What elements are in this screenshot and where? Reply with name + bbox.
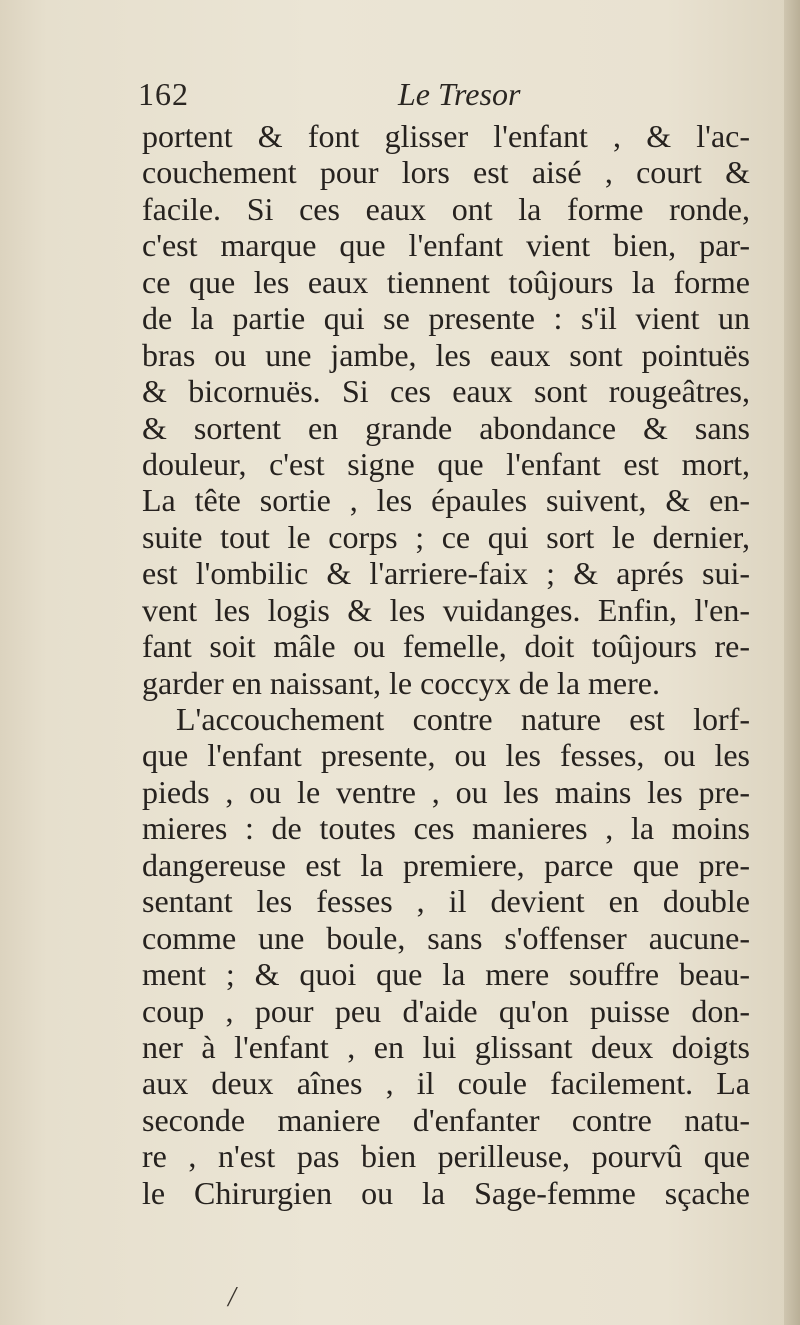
text-line: pieds , ou le ventre , ou les mains les pre- xyxy=(142,773,750,810)
text-line: fant soit mâle ou femelle, doit toûjours re- xyxy=(142,628,750,665)
text-line: dangereuse est la premiere, parce que pre- xyxy=(142,846,750,883)
text-line: re , n'est pas bien perilleuse, pourvû que xyxy=(142,1138,750,1175)
text-line: que l'enfant presente, ou les fesses, ou les xyxy=(142,737,750,774)
text-line: douleur, c'est signe que l'enfant est mort, xyxy=(142,445,750,482)
page-number: 162 xyxy=(138,76,189,112)
running-title: Le Tresor xyxy=(398,76,521,112)
text-line: garder en naissant, le coccyx de la mere. xyxy=(142,664,660,701)
text-line: le Chirurgien ou la Sage-femme sçache xyxy=(142,1174,750,1211)
text-line: coup , pour peu d'aide qu'on puisse don- xyxy=(142,992,750,1029)
text-line: aux deux aînes , il coule facilement. La xyxy=(142,1065,750,1102)
paragraph-first-line: L'accouchement contre nature est lorf- xyxy=(176,701,750,737)
text-line: mieres : de toutes ces manieres , la moins xyxy=(142,810,750,847)
text-line: & bicornuës. Si ces eaux sont rougeâtres, xyxy=(142,373,750,410)
text-line: ce que les eaux tiennent toûjours la forme xyxy=(142,263,750,300)
page-edge-shadow xyxy=(784,0,800,1325)
text-line: vent les logis & les vuidanges. Enfin, l'en- xyxy=(142,591,750,628)
body-text xyxy=(142,118,750,1211)
text-line: de la partie qui se presente : s'il vient un xyxy=(142,300,750,337)
text-line: portent & font glisser l'enfant , & l'ac- xyxy=(142,118,750,154)
text-line: & sortent en grande abondance & sans xyxy=(142,409,750,446)
text-line: ment ; & quoi que la mere souffre beau- xyxy=(142,956,750,993)
text-line: sentant les fesses , il devient en double xyxy=(142,883,750,920)
text-line: couchement pour lors est aisé , court & xyxy=(142,154,750,191)
text-line: comme une boule, sans s'offenser aucune- xyxy=(142,919,750,956)
stray-ink-mark: / xyxy=(228,1282,236,1313)
text-line: bras ou une jambe, les eaux sont pointuës xyxy=(142,336,750,373)
text-line: La tête sortie , les épaules suivent, & en- xyxy=(142,482,750,519)
text-line: seconde maniere d'enfanter contre natu- xyxy=(142,1101,750,1138)
text-line: c'est marque que l'enfant vient bien, par- xyxy=(142,227,750,264)
text-line: est l'ombilic & l'arriere-faix ; & aprés sui- xyxy=(142,555,750,592)
text-line: facile. Si ces eaux ont la forme ronde, xyxy=(142,190,750,227)
text-line: ner à l'enfant , en lui glissant deux doigts xyxy=(142,1028,750,1065)
text-line: suite tout le corps ; ce qui sort le dernier, xyxy=(142,518,750,555)
running-head xyxy=(0,76,784,116)
